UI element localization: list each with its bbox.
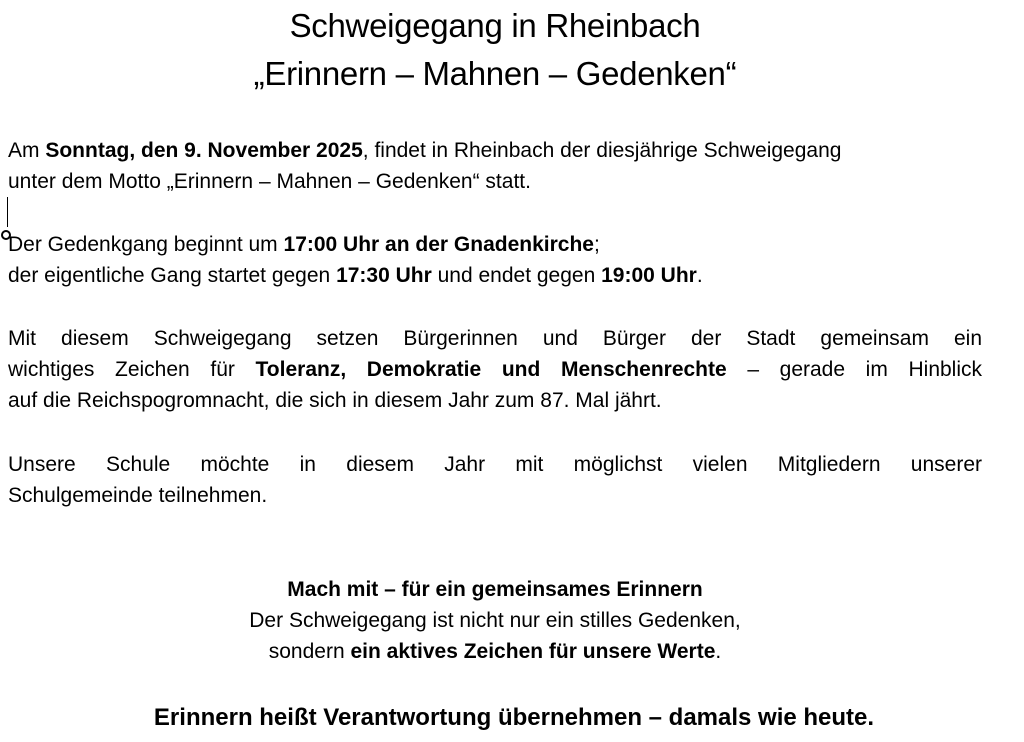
text-run: Unsere Schule möchte in diesem Jahr mit möglichst vielen Mitgliedern unserer [8, 453, 982, 476]
closing-bold: ein aktives Zeichen für unsere Werte [350, 640, 716, 663]
text-run: . [715, 640, 722, 663]
paragraph-line [8, 323, 982, 354]
paragraph-line [8, 166, 982, 197]
title-line-2: „Erinnern – Mahnen – Gedenken“ [253, 55, 737, 92]
paragraph-line [8, 354, 982, 385]
paragraph-times [8, 229, 982, 291]
paragraph-line [8, 135, 982, 166]
closing-heading [0, 574, 990, 605]
text-run: sondern [268, 640, 351, 663]
paragraph-line [8, 385, 982, 416]
text-run: ; [593, 233, 600, 256]
text-run: Schulgemeinde teilnehmen. [8, 484, 268, 507]
paragraph-line [8, 229, 982, 260]
paragraph-school [8, 449, 982, 511]
text-run: wichtiges Zeichen für [8, 358, 256, 381]
closing-line-2: Der Schweigegang ist nicht nur ein stilles Gedenken, [249, 609, 741, 632]
date-bold: Sonntag, den 9. November 2025 [45, 139, 363, 162]
closing-heading-text: Mach mit – für ein gemeinsames Erinnern [287, 578, 703, 601]
values-bold: Toleranz, Demokratie und Menschenrechte [255, 358, 727, 381]
closing-line-3 [0, 636, 990, 667]
paragraph-line [8, 260, 982, 291]
end-time-bold: 19:00 Uhr [601, 264, 697, 287]
text-run: Der Gedenkgang beginnt um [8, 233, 284, 256]
document-title [0, 2, 990, 98]
paragraph-date [8, 135, 982, 197]
walk-start-bold: 17:30 Uhr [336, 264, 432, 287]
text-run: der eigentliche Gang startet gegen [8, 264, 337, 287]
paragraph-meaning [8, 323, 982, 416]
start-time-bold: 17:00 Uhr an der Gnadenkirche [283, 233, 594, 256]
final-slogan: Erinnern heißt Verantwortung übernehmen – damals wie heute. [153, 704, 875, 731]
text-cursor [7, 197, 8, 227]
text-run: auf die Reichspogromnacht, die sich in diesem Jahr zum 87. Mal jährt. [8, 389, 662, 412]
text-run: – gerade im Hinblick [726, 358, 983, 381]
text-run: unter dem Motto „Erinnern – Mahnen – Gedenken“ statt. [8, 170, 531, 193]
text-run: , findet in Rheinbach der diesjährige Schweigegang [362, 139, 842, 162]
title-line-1: Schweigegang in Rheinbach [289, 7, 701, 44]
paragraph-line [8, 480, 982, 511]
closing-block [0, 574, 990, 667]
paragraph-line [8, 449, 982, 480]
text-run: Mit diesem Schweigegang setzen Bürgerinnen und Bürger der Stadt gemeinsam ein [8, 327, 982, 350]
text-run: Am [8, 139, 46, 162]
text-run: und endet gegen [431, 264, 602, 287]
text-run: . [696, 264, 703, 287]
